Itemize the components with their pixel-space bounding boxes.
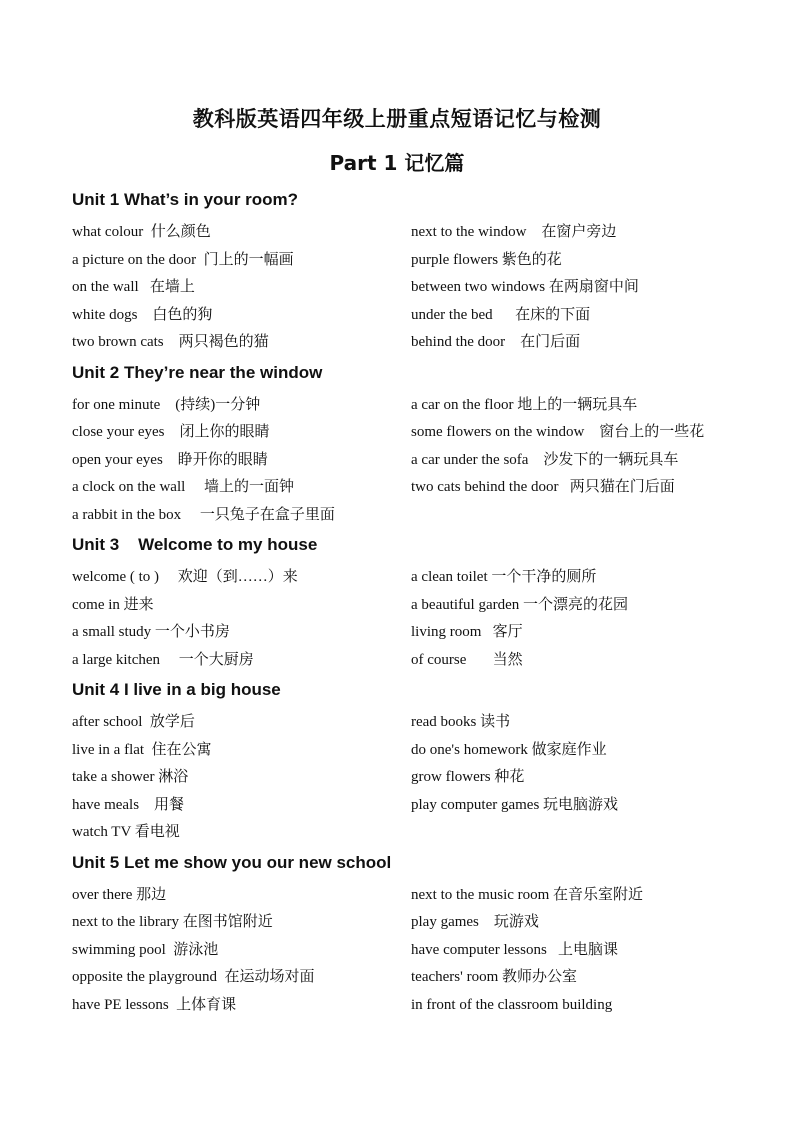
phrase-left: over there 那边: [72, 886, 167, 903]
phrase-row: [72, 502, 762, 530]
phrase-row: [72, 709, 762, 737]
unit-section: [72, 361, 762, 530]
phrase-left: swimming pool 游泳池: [72, 941, 219, 958]
phrase-left: take a shower 淋浴: [72, 769, 189, 785]
phrase-row: [72, 937, 762, 965]
phrase-row: [72, 819, 762, 847]
phrase-left: welcome ( to ) 欢迎（到……）来: [72, 569, 298, 585]
phrase-row: [72, 592, 762, 620]
phrase-right: a car on the floor 地上的一辆玩具车: [411, 396, 638, 413]
phrase-right: grow flowers 种花: [411, 769, 525, 785]
phrase-right: next to the window 在窗户旁边: [411, 224, 617, 240]
phrase-right: a clean toilet 一个干净的厕所: [411, 569, 597, 585]
phrase-left: next to the library 在图书馆附近: [72, 914, 273, 930]
phrase-row: [72, 992, 762, 1020]
phrase-left: open your eyes 睁开你的眼睛: [72, 451, 268, 468]
phrase-right: of course 当然: [411, 651, 523, 668]
unit-heading: Unit 1 What’s in your room?: [72, 190, 299, 209]
phrase-left: two brown cats 两只褐色的猫: [72, 334, 269, 350]
phrase-right: [411, 819, 762, 847]
document-title: 教科版英语四年级上册重点短语记忆与检测: [192, 107, 602, 131]
phrase-left: a small study 一个小书房: [72, 624, 230, 640]
phrase-row: [72, 302, 762, 330]
phrase-row: [72, 392, 762, 420]
phrase-row: [72, 247, 762, 275]
phrase-right: between two windows 在两扇窗中间: [411, 279, 639, 295]
phrase-rows: [72, 882, 762, 1020]
phrase-rows: [72, 709, 762, 847]
phrase-row: [72, 419, 762, 447]
phrase-row: [72, 737, 762, 765]
phrase-row: [72, 447, 762, 475]
phrase-row: [72, 274, 762, 302]
phrase-right: read books 读书: [411, 714, 511, 730]
phrase-right: a beautiful garden 一个漂亮的花园: [411, 596, 629, 613]
phrase-left: after school 放学后: [72, 714, 195, 730]
phrase-left: opposite the playground 在运动场对面: [72, 969, 315, 985]
phrase-rows: [72, 392, 762, 530]
phrase-left: live in a flat 住在公寓: [72, 741, 212, 758]
unit-heading: Unit 3 Welcome to my house: [72, 535, 318, 554]
phrase-row: [72, 564, 762, 592]
phrase-right: behind the door 在门后面: [411, 334, 581, 350]
unit-section: [72, 678, 762, 847]
phrase-left: what colour 什么颜色: [72, 224, 211, 240]
phrase-row: [72, 329, 762, 357]
phrase-left: for one minute (持续)一分钟: [72, 396, 261, 413]
unit-heading: Unit 2 They’re near the window: [72, 362, 323, 382]
phrase-right: play games 玩游戏: [411, 914, 539, 930]
phrase-left: watch TV 看电视: [72, 824, 180, 840]
phrase-right: a car under the sofa 沙发下的一辆玩具车: [411, 451, 679, 468]
phrase-right: [411, 502, 762, 530]
unit-heading: Unit 5 Let me show you our new school: [72, 852, 392, 872]
phrase-right: under the bed 在床的下面: [411, 306, 591, 323]
unit-section: [72, 533, 762, 674]
phrase-right: play computer games 玩电脑游戏: [411, 796, 619, 813]
phrase-left: white dogs 白色的狗: [72, 306, 213, 323]
phrase-right: do one's homework 做家庭作业: [411, 741, 607, 758]
phrase-rows: [72, 564, 762, 674]
phrase-list: [72, 188, 762, 1023]
document-subtitle: Part 1 记忆篇: [329, 151, 465, 175]
phrase-row: [72, 474, 762, 502]
phrase-right: in front of the classroom building: [411, 996, 613, 1013]
unit-heading: Unit 4 I live in a big house: [72, 680, 281, 699]
phrase-row: [72, 219, 762, 247]
phrase-right: purple flowers 紫色的花: [411, 251, 562, 268]
unit-section: [72, 188, 762, 357]
phrase-row: [72, 764, 762, 792]
unit-section: [72, 851, 762, 1020]
phrase-left: have PE lessons 上体育课: [72, 996, 237, 1013]
phrase-left: a clock on the wall 墙上的一面钟: [72, 479, 295, 495]
phrase-left: a rabbit in the box 一只兔子在盒子里面: [72, 506, 335, 523]
phrase-left: have meals 用餐: [72, 796, 185, 813]
phrase-right: some flowers on the window 窗台上的一些花: [411, 424, 705, 440]
phrase-right: teachers' room 教师办公室: [411, 969, 577, 985]
phrase-left: on the wall 在墙上: [72, 279, 195, 295]
phrase-row: [72, 619, 762, 647]
phrase-left: a large kitchen 一个大厨房: [72, 651, 254, 668]
phrase-right: living room 客厅: [411, 624, 523, 640]
phrase-left: come in 进来: [72, 596, 154, 613]
phrase-left: close your eyes 闭上你的眼睛: [72, 424, 270, 440]
phrase-row: [72, 792, 762, 820]
phrase-row: [72, 909, 762, 937]
phrase-row: [72, 647, 762, 675]
phrase-right: two cats behind the door 两只猫在门后面: [411, 479, 675, 495]
phrase-row: [72, 882, 762, 910]
phrase-right: next to the music room 在音乐室附近: [411, 886, 644, 903]
phrase-rows: [72, 219, 762, 357]
phrase-row: [72, 964, 762, 992]
phrase-right: have computer lessons 上电脑课: [411, 941, 619, 958]
phrase-left: a picture on the door 门上的一幅画: [72, 251, 294, 268]
